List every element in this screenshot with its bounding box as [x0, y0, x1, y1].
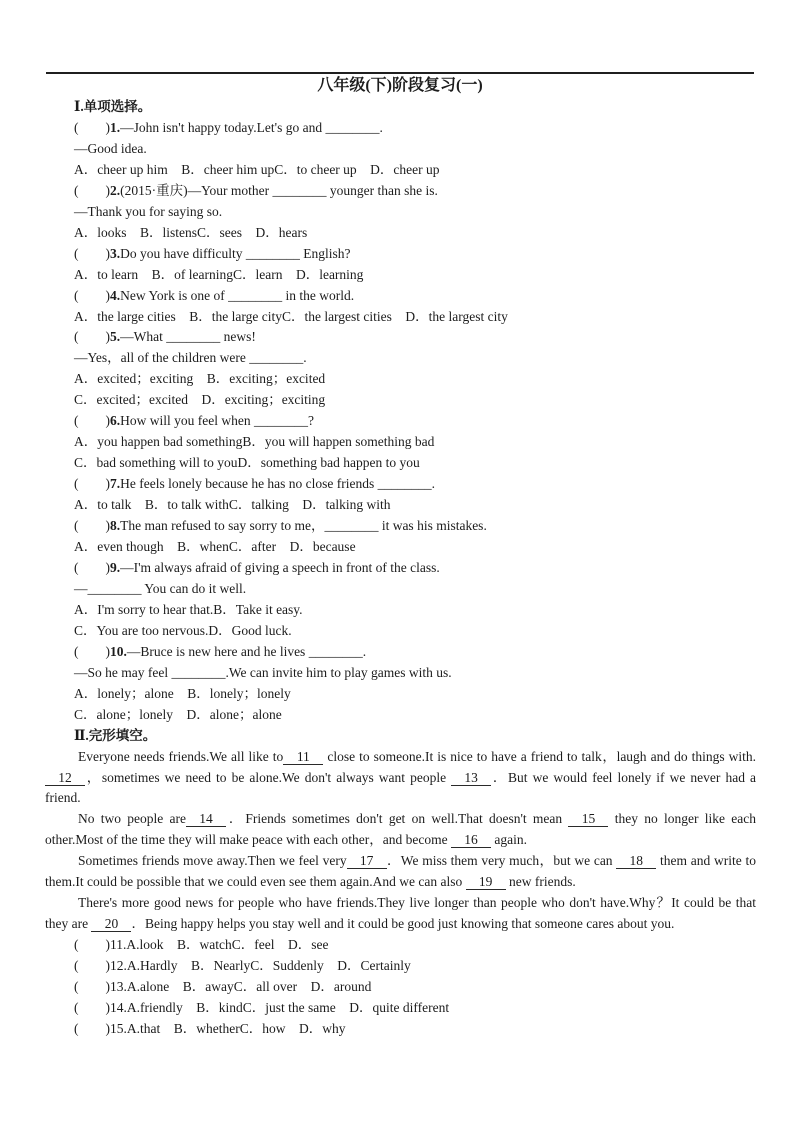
answer-paren: ( ) [74, 329, 110, 345]
cloze-blank: 16 [451, 832, 491, 848]
answer-paren: ( ) [74, 413, 110, 429]
answer-paren: ( ) [74, 999, 110, 1015]
question-stem: —John isn't happy today.Let's go and ________. [120, 119, 383, 135]
question-option-line: A．I'm sorry to hear that.B．Take it easy. [74, 601, 303, 617]
section2-questions-wrap [45, 935, 756, 1040]
question-option-line: —Yes，all of the children were ________. [74, 350, 307, 366]
cloze-blank: 11 [283, 749, 323, 765]
cloze-blank: 15 [568, 811, 608, 827]
question-stem-line [74, 181, 756, 202]
question-number: 1. [110, 119, 121, 135]
passage-paragraph: There's more good news for people who have friends.They live longer than people who don't have.Why？It could be that they are 20 ．Being happy helps you stay well and it could be good just knowing that someone cares about you. [45, 895, 756, 932]
question-number: 14. [110, 999, 127, 1015]
question-option-line: A．looks B．listensC．sees D．hears [74, 224, 308, 240]
question-stem: New York is one of ________ in the world. [120, 287, 355, 303]
question-stem: —Bruce is new here and he lives ________. [126, 643, 367, 659]
question-stem: A.friendly B．kindC．just the same D．quite different [126, 999, 450, 1015]
question-number: 5. [110, 329, 121, 345]
question-number: 9. [110, 559, 121, 575]
header-rule [46, 72, 754, 74]
question-number: 11. [110, 937, 127, 953]
question-option-line: C．alone；lonely D．alone；alone [74, 706, 282, 722]
question-stem: —What ________ news! [120, 329, 256, 345]
question-stem-line [74, 977, 756, 998]
passage-paragraph: Everyone needs friends.We all like to 11 close to someone.It is nice to have a friend to talk，laugh and do things with.12 ，sometimes we need to be alone.We don't always want people 13 ．But we would feel lonely if we never had a friend. [45, 748, 757, 806]
answer-paren: ( ) [74, 1020, 110, 1036]
question-stem-line [74, 244, 756, 265]
answer-paren: ( ) [74, 937, 110, 953]
question-option-line: C．You are too nervous.D．Good luck. [74, 622, 292, 638]
question-stem-line [74, 411, 756, 432]
section-1 [45, 97, 756, 726]
cloze-passage [45, 747, 756, 936]
question-stem-line [74, 642, 756, 663]
section1-questions [74, 118, 756, 726]
question-option-line: —Thank you for saying so. [74, 203, 223, 219]
cloze-blank: 20 [91, 916, 131, 932]
section1-heading: Ⅰ.单项选择。 [74, 99, 152, 114]
question-number: 13. [110, 979, 127, 995]
question-number: 6. [110, 413, 121, 429]
question-stem-line [74, 1019, 756, 1040]
section2-heading: Ⅱ.完形填空。 [74, 727, 157, 743]
answer-paren: ( ) [74, 476, 110, 492]
question-number: 3. [110, 245, 121, 261]
answer-paren: ( ) [74, 559, 110, 575]
answer-paren: ( ) [74, 979, 110, 995]
question-number: 7. [110, 476, 121, 492]
cloze-blank: 12 [45, 770, 85, 786]
question-stem-line [74, 516, 756, 537]
section-2 [45, 726, 756, 1040]
question-number: 2. [110, 182, 121, 198]
question-stem: —I'm always afraid of giving a speech in front of the class. [120, 559, 440, 575]
question-stem: A.that B．whetherC．how D．why [126, 1020, 346, 1036]
question-stem: Do you have difficulty ________ English? [120, 245, 351, 261]
question-stem: A.look B．watchC．feel D．see [126, 937, 329, 953]
question-stem-line [74, 118, 756, 139]
question-stem: He feels lonely because he has no close friends ________. [120, 476, 436, 492]
question-option-line: A．to talk B．to talk withC．talking D．talking with [74, 497, 391, 513]
answer-paren: ( ) [74, 518, 110, 534]
cloze-blank: 18 [616, 853, 656, 869]
question-option-line: A．cheer up him B．cheer him upC．to cheer up D．cheer up [74, 161, 440, 177]
passage-paragraph: No two people are 14 ．Friends sometimes don't get on well.That doesn't mean 15 they no longer like each other.Most of the time they will make peace with each other，and become 16 again. [45, 811, 756, 848]
answer-paren: ( ) [74, 245, 110, 261]
question-option-line: A．the large cities B．the large cityC．the largest cities D．the largest city [74, 308, 508, 324]
answer-paren: ( ) [74, 287, 110, 303]
question-number: 12. [110, 958, 127, 974]
answer-paren: ( ) [74, 643, 110, 659]
question-stem: How will you feel when ________? [120, 413, 314, 429]
cloze-blank: 17 [347, 853, 387, 869]
question-number: 10. [110, 643, 127, 659]
answer-paren: ( ) [74, 958, 110, 974]
page-title: 八年级(下)阶段复习(一) [317, 77, 483, 94]
answer-paren: ( ) [74, 182, 110, 198]
question-option-line: —Good idea. [74, 140, 147, 156]
question-option-line: A．excited；exciting B．exciting；excited [74, 371, 326, 387]
question-option-line: A．you happen bad somethingB．you will happen something bad [74, 434, 435, 450]
question-option-line: —So he may feel ________.We can invite him to play games with us. [74, 664, 452, 680]
question-option-line: C．excited；excited D．exciting；exciting [74, 392, 326, 408]
question-option-line: A．even though B．whenC．after D．because [74, 539, 356, 555]
question-stem-line [74, 558, 756, 579]
question-number: 4. [110, 287, 121, 303]
cloze-blank: 13 [451, 770, 491, 786]
question-stem: (2015·重庆)—Your mother ________ younger than she is. [120, 182, 438, 198]
passage-paragraph: Sometimes friends move away.Then we feel very 17 ．We miss them very much，but we can 18 them and write to them.It could be possible that we could even see them again.And we can also 19 new friends. [45, 853, 756, 890]
question-option-line: C．bad something will to youD．something bad happen to you [74, 455, 420, 471]
worksheet-body [45, 97, 756, 1040]
question-stem: The man refused to say sorry to me，________ it was his mistakes. [120, 518, 487, 534]
question-number: 15. [110, 1020, 127, 1036]
question-option-line: A．to learn B．of learningC．learn D．learning [74, 266, 364, 282]
question-number: 8. [110, 518, 121, 534]
answer-paren: ( ) [74, 119, 110, 135]
question-stem: A.Hardly B．NearlyC．Suddenly D．Certainly [126, 958, 411, 974]
cloze-blank: 14 [186, 811, 226, 827]
cloze-blank: 19 [466, 874, 506, 890]
question-option-line: —________ You can do it well. [74, 580, 247, 596]
question-stem-line [74, 935, 756, 956]
question-stem-line [74, 474, 756, 495]
section2-questions [74, 935, 756, 1040]
question-stem-line [74, 998, 756, 1019]
question-stem-line [74, 286, 756, 307]
question-stem-line [74, 956, 756, 977]
question-stem-line [74, 327, 756, 348]
question-stem: A.alone B．awayC．all over D．around [126, 979, 372, 995]
question-option-line: A．lonely；alone B．lonely；lonely [74, 685, 291, 701]
